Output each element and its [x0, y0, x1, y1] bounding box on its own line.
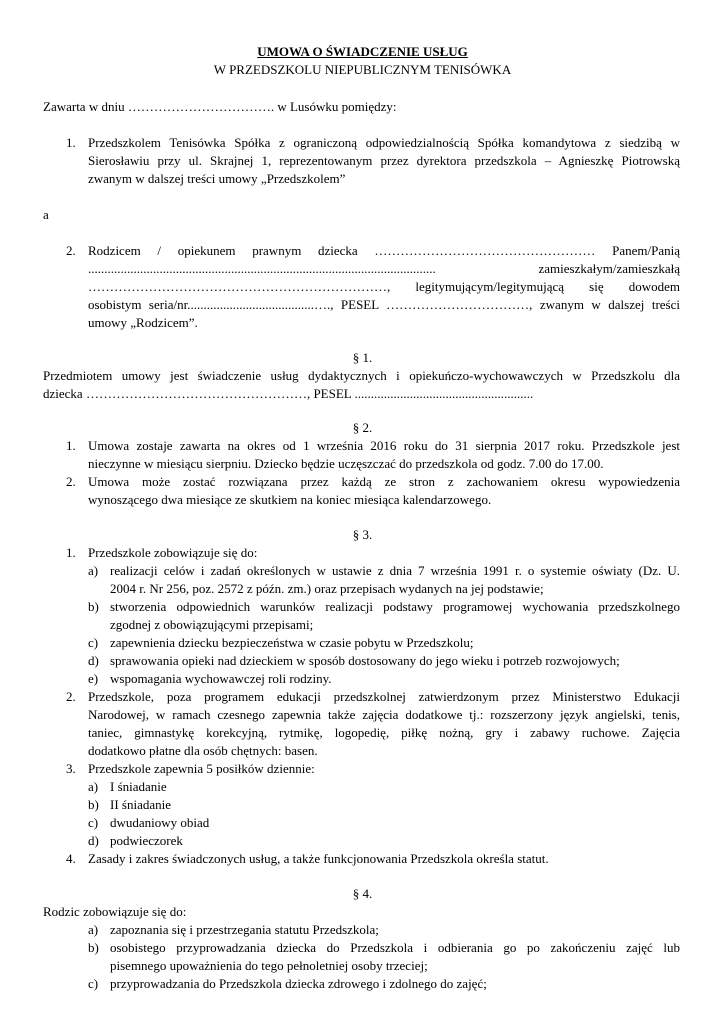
section-3-item-line: Zasady i zakres świadczonych usług, a także funkcjonowania Przedszkola określa statut. [88, 851, 549, 866]
list-item-line: zapewnienia dziecku bezpieczeństwa w czasie pobytu w Przedszkolu; [110, 635, 474, 650]
section-3-item-number: 4. [66, 851, 76, 866]
intro-line: Zawarta w dniu ……………………………. w Lusówku pomiędzy: [43, 99, 397, 114]
party2-line: osobistym seria/nr.......................................…., PESEL ……………………………, zwanym w dalszej treści [88, 297, 680, 312]
list-item-line: 2004 r. Nr 256, poz. 2572 z późn. zm.) oraz przepisach wydanych na jej podstawie; [110, 581, 544, 596]
party2-line: umowy „Rodzicem”. [88, 315, 198, 330]
list-marker: b) [88, 940, 99, 955]
section-3-item-line: Przedszkole, poza programem edukacji przedszkolnej zatwierdzonym przez Ministerstwo Edukacji [88, 689, 680, 704]
party1-line: Przedszkolem Tenisówka Spółka z ograniczoną odpowiedzialnością Spółka komandytowa z siedzibą w [88, 135, 680, 150]
list-item-line: stworzenia odpowiednich warunków realizacji podstawy programowej wychowania przedszkolnego [110, 599, 680, 614]
list-marker: a) [88, 922, 99, 937]
section-1-line: dziecka ……………………………………………, PESEL ....................................................... [43, 386, 534, 401]
list-item-line: sprawowania opieki nad dzieckiem w sposób dostosowany do jego wieku i potrzeb rozwojowych; [110, 653, 620, 668]
section-4-heading: § 4. [352, 886, 373, 901]
list-item-line: osobistego przyprowadzania dziecka do Przedszkola i odbierania go po zakończeniu zajęć lub [110, 940, 680, 955]
section-3-heading: § 3. [352, 527, 373, 542]
section-2-item-number: 1. [66, 438, 76, 453]
party2-line: ........................................................................................................... zamieszkałym/zamieszkałą [88, 261, 680, 276]
meal-item: I śniadanie [110, 779, 167, 794]
section-3-item-line: Przedszkole zapewnia 5 posiłków dziennie: [88, 761, 315, 776]
list-marker: c) [88, 635, 99, 650]
section-3-item-line: Narodowej, w ramach czesnego zapewnia także zajęcia dodatkowe tj.: rozszerzony język angielski, tenis, [88, 707, 680, 722]
section-2-item-line: Umowa może zostać rozwiązana przez każdą ze stron z zachowaniem okresu wypowiedzenia [88, 474, 680, 489]
list-item-line: realizacji celów i zadań określonych w ustawie z dnia 7 września 1991 r. o systemie oświaty (Dz. U. [110, 563, 680, 578]
document-subtitle: W PRZEDSZKOLU NIEPUBLICZNYM TENISÓWKA [213, 62, 512, 77]
list-item-line: pisemnego upoważnienia do tego pełnoletniej osoby trzeciej; [110, 958, 428, 973]
list-marker: b) [88, 599, 99, 614]
list-item-line: zgodnej z obowiązującymi przepisami; [110, 617, 314, 632]
section-2-item-line: nieczynne w miesiącu sierpniu. Dziecko będzie uczęszczać do przedszkola od godz. 7.00 do 17.00. [88, 456, 604, 471]
list-item-line: przyprowadzania do Przedszkola dziecka zdrowego i zdolnego do zajęć; [110, 976, 487, 991]
list-marker: c) [88, 976, 99, 991]
list-marker: c) [88, 815, 99, 830]
meal-item: II śniadanie [110, 797, 172, 812]
list-item-line: wspomagania wychowawczej roli rodziny. [110, 671, 332, 686]
section-3-item-number: 3. [66, 761, 76, 776]
section-2-item-line: Umowa zostaje zawarta na okres od 1 września 2016 roku do 31 sierpnia 2017 roku. Przedszkole jest [88, 438, 680, 453]
section-3-item-line: Przedszkole zobowiązuje się do: [88, 545, 258, 560]
party2-number: 2. [66, 243, 76, 258]
list-marker: d) [88, 833, 99, 848]
list-marker: a) [88, 779, 99, 794]
section-2-item-number: 2. [66, 474, 76, 489]
list-marker: e) [88, 671, 99, 686]
section-2-heading: § 2. [352, 420, 373, 435]
party2-line: ……………………………………………………………, legitymującym/legitymującą się dowodem [88, 279, 680, 294]
meal-item: dwudaniowy obiad [110, 815, 210, 830]
party2-line: Rodzicem / opiekunem prawnym dziecka …………………………………………… Panem/Panią [88, 243, 680, 258]
party1-line: zwanym w dalszej treści umowy „Przedszkolem” [88, 171, 346, 186]
list-item-line: zapoznania się i przestrzegania statutu Przedszkola; [110, 922, 379, 937]
section-2-item-line: wynoszącego dwa miesiące ze skutkiem na koniec miesiąca kalendarzowego. [88, 492, 492, 507]
section-1-line: Przedmiotem umowy jest świadczenie usług dydaktycznych i opiekuńczo-wychowawczych w Przedszkolu dla [43, 368, 680, 383]
conjunction: a [43, 207, 49, 222]
party1-line: Sierosławiu przy ul. Skrajnej 1, reprezentowanym przez dyrektora przedszkola – Agnieszkę Piotrowską [88, 153, 680, 168]
section-3-item-number: 2. [66, 689, 76, 704]
party1-number: 1. [66, 135, 76, 150]
list-marker: b) [88, 797, 99, 812]
section-4-intro: Rodzic zobowiązuje się do: [43, 904, 187, 919]
document-title: UMOWA O ŚWIADCZENIE USŁUG [257, 44, 468, 59]
list-marker: a) [88, 563, 99, 578]
section-3-item-line: dodatkowo płatne dla osób chętnych: basen. [88, 743, 318, 758]
section-3-item-number: 1. [66, 545, 76, 560]
meal-item: podwieczorek [110, 833, 183, 848]
section-1-heading: § 1. [352, 350, 373, 365]
section-3-item-line: taniec, gimnastykę korekcyjną, rytmikę, logopedię, piłkę nożną, gry i zabawy ruchowe. Zajęcia [88, 725, 680, 740]
list-marker: d) [88, 653, 99, 668]
